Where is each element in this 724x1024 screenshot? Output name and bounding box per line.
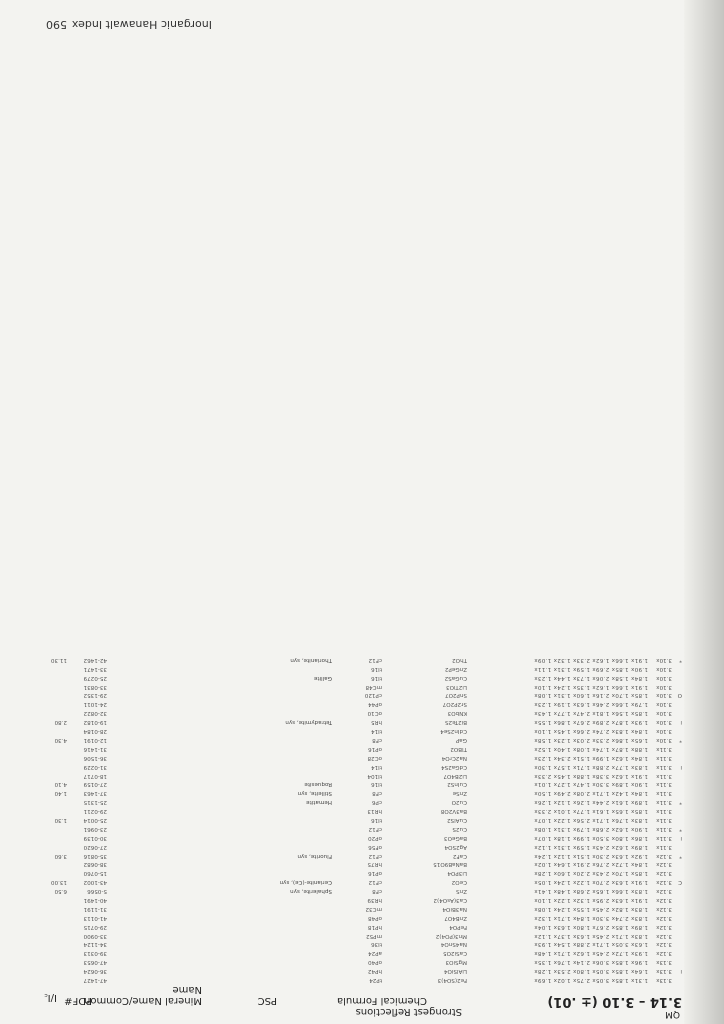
pdf-number-cell: 27-0620	[83, 843, 107, 850]
strongest-reflections-header: Strongest Reflections	[355, 1006, 462, 1017]
chemical-formula-cell: CaF2	[452, 852, 467, 859]
d-spacing-cell: 3.11x	[656, 772, 672, 779]
pdf-number-cell: 24-1011	[83, 701, 107, 708]
table-row	[42, 815, 682, 824]
chemical-formula-cell: CuGaS2	[444, 674, 467, 681]
reflections-cell: 1.85x 1.56x 1.81x 2.47x 1.77x 1.43x	[534, 710, 648, 717]
psc-header: PSC	[257, 995, 277, 1006]
chemical-formula-cell: Mn3(PO4)2	[435, 932, 467, 939]
chemical-formula-cell: Cu2S	[452, 825, 467, 832]
mineral-name-cell: Hematite	[306, 799, 332, 806]
chemical-formula-cell: Li2TiO3	[446, 683, 467, 690]
pdf-number-cell: 37-1463	[83, 790, 107, 797]
mineral-name-cell: Fluorite, syn	[297, 852, 332, 859]
pearson-symbol-cell: tI14	[371, 728, 382, 735]
pearson-symbol-cell: cF12	[368, 852, 382, 859]
table-row	[42, 940, 682, 949]
pearson-symbol-cell: cF8	[372, 736, 382, 743]
table-row	[42, 771, 682, 780]
reflections-cell: 1.89x 1.61x 2.44x 1.26x 1.12x 1.26x	[534, 799, 648, 806]
intensity-ratio-cell: 1.30	[54, 816, 67, 823]
pdf-number-cell: 19-0182	[83, 719, 107, 726]
intensity-ratio-cell: 2.80	[54, 719, 67, 726]
chemical-formula-cell: GaP	[455, 736, 467, 743]
pearson-symbol-cell: mC32	[365, 905, 382, 912]
d-spacing-cell: 3.10x	[656, 665, 672, 672]
d-spacing-cell: 3.11x	[656, 834, 672, 841]
qm-mark-cell: i	[680, 834, 682, 841]
d-spacing-cell: 3.10x	[656, 710, 672, 717]
chemical-formula-cell: Na3BiO4	[442, 905, 467, 912]
reflections-cell: 1.90x 1.62x 2.68x 1.79x 1.31x 1.08x	[534, 825, 648, 832]
table-row	[42, 735, 682, 744]
pearson-symbol-cell: tI16	[371, 665, 382, 672]
pearson-symbol-cell: hP42	[367, 968, 382, 975]
pearson-symbol-cell: tP24	[369, 977, 382, 983]
table-row	[42, 788, 682, 797]
reflections-cell: 1.84x 1.83x 2.74x 2.66x 1.45x 1.10x	[534, 728, 648, 735]
pdf-number-cell: 23-0961	[83, 825, 107, 832]
intensity-ratio-header: I/I꜀	[44, 992, 57, 1003]
d-spacing-cell: 3.11x	[656, 790, 672, 797]
d-spacing-cell: 3.12x	[656, 888, 672, 895]
pdf-number-cell: 33-0900	[83, 932, 107, 939]
reflections-cell: 1.93x 1.72x 2.45x 1.62x 1.71x 1.48x	[534, 950, 648, 957]
chemical-formula-cell: Fe2(SO4)3	[437, 977, 467, 983]
d-spacing-cell: 3.12x	[656, 914, 672, 921]
pdf-number-cell: 36-1506	[83, 754, 107, 761]
pearson-symbol-cell: cF8	[372, 888, 382, 895]
pdf-number-cell: 27-0159	[83, 781, 107, 788]
d-spacing-cell: 3.12x	[656, 932, 672, 939]
chemical-formula-cell: Sr2P2O7	[442, 701, 467, 708]
table-row	[42, 664, 682, 673]
d-spacing-cell: 3.13x	[656, 968, 672, 975]
pdf-number-cell: 28-0184	[83, 728, 107, 735]
pearson-symbol-cell: mC48	[365, 683, 382, 690]
pearson-symbol-cell: oC28	[367, 754, 382, 761]
pearson-symbol-cell: cF12	[368, 656, 382, 663]
d-spacing-cell: 3.12x	[656, 941, 672, 948]
pdf-number-cell: 29-1352	[83, 692, 107, 699]
chemical-formula-cell: Ca3(AsO4)2	[433, 896, 467, 903]
chemical-formula-cell: CdGa2S4	[441, 763, 467, 770]
d-spacing-cell: 3.10x	[656, 656, 672, 663]
chemical-formula-cell: LiAlSiO4	[443, 968, 467, 975]
pearson-symbol-cell: oC10	[367, 710, 382, 717]
intensity-ratio-cell: 11.30	[50, 656, 67, 663]
d-spacing-cell: 3.10x	[656, 692, 672, 699]
pdf-number-cell: 15-0760	[83, 870, 107, 877]
d-spacing-cell: 3.12x	[656, 905, 672, 912]
table-row	[42, 851, 682, 860]
chemical-formula-cell: ZnB4O7	[444, 914, 467, 921]
reflections-cell: 1.63x 3.05x 1.71x 2.88x 1.54x 1.93x	[534, 941, 648, 948]
chemical-formula-cell: Bi2Te2S	[445, 719, 467, 726]
pearson-symbol-cell: tI16	[371, 674, 382, 681]
reflections-cell: 1.92x 1.63x 2.30x 1.51x 1.12x 1.24x	[534, 852, 648, 859]
reflections-cell: 1.31x 1.85x 3.05x 2.75x 1.02x 1.69x	[534, 977, 648, 983]
chemical-formula-cell: MgSiO3	[445, 959, 467, 966]
table-row	[42, 762, 682, 771]
pearson-symbol-cell: hR39	[367, 896, 382, 903]
pdf-number-cell: 43-1002	[83, 879, 107, 886]
pearson-symbol-cell: oF56	[368, 843, 382, 850]
d-spacing-cell: 3.10x	[656, 728, 672, 735]
reflections-cell: 1.89x 1.85x 2.67x 1.80x 1.63x 1.04x	[534, 923, 648, 930]
reflections-cell: 1.65x 1.86x 2.33x 2.03x 1.23x 1.58x	[534, 736, 648, 743]
reflections-cell: 1.91x 1.62x 3.38x 1.88x 1.45x 2.33x	[534, 772, 648, 779]
chemical-formula-cell: Li3PO4	[447, 870, 467, 877]
d-spacing-cell: 3.12x	[656, 879, 672, 886]
pdf-number-cell: 36-0624	[83, 968, 107, 975]
reflections-cell: 1.91x 1.63x 2.70x 1.22x 1.24x 1.05x	[534, 879, 648, 886]
table-row	[42, 904, 682, 913]
pdf-number-cell: 41-0113	[83, 914, 107, 921]
chemical-formula-cell: FePO4	[449, 923, 467, 930]
reflections-cell: 1.83x 1.76x 1.71x 2.56x 1.22x 1.07x	[534, 816, 648, 823]
pearson-symbol-cell: tI16	[371, 816, 382, 823]
reflections-cell: 1.83x 2.74x 3.30x 1.84x 1.71x 1.32x	[534, 914, 648, 921]
table-row	[42, 797, 682, 806]
chemical-formula-cell: SnP2O7	[445, 692, 467, 699]
pdf-number-cell: 33-1471	[83, 665, 107, 672]
d-spacing-cell: 3.12x	[656, 950, 672, 957]
qm-mark-cell: i	[680, 763, 682, 770]
mineral-name-cell: Thorianite, syn	[290, 656, 332, 663]
reflections-cell: 1.84x 1.72x 2.76x 2.91x 1.64x 1.02x	[534, 861, 648, 868]
reflections-cell: 1.84x 1.62x 1.99x 1.51x 2.34x 1.23x	[534, 754, 648, 761]
reflections-cell: 1.91x 1.63x 2.95x 1.32x 1.22x 1.10x	[534, 896, 648, 903]
mineral-name-cell: Roquesite	[304, 781, 332, 788]
pdf-number-cell: 12-0191	[83, 736, 107, 743]
chemical-formula-cell: Cu2O	[451, 799, 467, 806]
chemical-formula-cell: CuInS2	[447, 781, 467, 788]
mineral-name-cell: Tetradymite, syn	[285, 719, 332, 726]
reflections-cell: 1.64x 1.85x 3.05x 1.80x 2.53x 1.28x	[534, 968, 648, 975]
mineral-name-cell: Gallite	[313, 674, 332, 681]
qm-mark-cell: *	[679, 799, 682, 806]
pearson-symbol-cell: tI14	[371, 763, 382, 770]
table-row	[42, 931, 682, 940]
d-spacing-cell: 3.11x	[656, 816, 672, 823]
pearson-symbol-cell: hR13	[367, 808, 382, 815]
table-row	[42, 886, 682, 895]
intensity-ratio-cell: 3.60	[54, 852, 67, 859]
pearson-symbol-cell: hR5	[371, 719, 382, 726]
reflections-cell: 1.91x 1.66x 1.62x 1.35x 1.24x 1.10x	[534, 683, 648, 690]
chemical-formula-header: Chemical Formula	[336, 995, 427, 1006]
qm-label: QM	[665, 1009, 680, 1019]
table-row	[42, 824, 682, 833]
chemical-formula-cell: Na2CrO4	[441, 754, 467, 761]
qm-mark-cell: C	[678, 879, 682, 886]
pdf-number-cell: 31-0229	[83, 763, 107, 770]
pdf-number-cell: 33-0831	[83, 683, 107, 690]
pearson-symbol-cell: tI36	[371, 941, 382, 948]
pdf-number-cell: 25-0014	[83, 816, 107, 823]
pearson-symbol-cell: oP16	[368, 745, 382, 752]
table-row	[42, 682, 682, 691]
reflections-cell: 1.89x 1.62x 2.43x 1.59x 1.31x 1.12x	[534, 843, 648, 850]
pdf-number-cell: 40-1491	[83, 896, 107, 903]
index-title: Inorganic Hanawalt Index	[71, 18, 212, 31]
table-row	[42, 806, 682, 815]
table-row	[42, 708, 682, 717]
pdf-number-cell: 35-0816	[83, 852, 107, 859]
chemical-formula-cell: BaNaB9O15	[433, 861, 467, 868]
page-header	[44, 984, 682, 1019]
table-row	[42, 780, 682, 789]
d-spacing-cell: 3.11x	[656, 843, 672, 850]
reflections-cell: 1.85x 1.70x 2.43x 2.20x 1.60x 1.28x	[534, 870, 648, 877]
reflections-cell: 1.83x 1.66x 1.65x 2.68x 1.48x 1.41x	[534, 888, 648, 895]
table-row	[42, 948, 682, 957]
pearson-symbol-cell: cP120	[364, 692, 382, 699]
qm-mark-cell: i	[680, 719, 682, 726]
pearson-symbol-cell: oP48	[368, 914, 382, 921]
pdf-number-cell: 29-0211	[83, 808, 107, 815]
d-spacing-cell: 3.10x	[656, 683, 672, 690]
reflections-cell: 1.88x 1.87x 1.74x 1.08x 1.40x 1.52x	[534, 745, 648, 752]
table-row	[42, 957, 682, 966]
chemical-formula-cell: ThO2	[452, 656, 467, 663]
pdf-number-cell: 18-0717	[83, 772, 107, 779]
qm-mark-cell: *	[679, 825, 682, 832]
pearson-symbol-cell: cP6	[371, 799, 382, 806]
d-spacing-cell: 3.11x	[656, 781, 672, 788]
d-spacing-cell: 3.10x	[656, 701, 672, 708]
qm-mark-cell: *	[679, 852, 682, 859]
pearson-symbol-cell: cF8	[372, 790, 382, 797]
pearson-symbol-cell: hR75	[367, 861, 382, 868]
pdf-number-cell: 32-0822	[83, 710, 107, 717]
chemical-formula-cell: Ag2SO4	[444, 843, 467, 850]
qm-mark-cell: i	[680, 968, 682, 975]
table-row	[42, 700, 682, 709]
table-row	[42, 868, 682, 877]
mineral-name-cell: Sphalerite, syn	[290, 888, 332, 895]
intensity-ratio-cell: 6.50	[54, 888, 67, 895]
d-spacing-cell: 3.12x	[656, 896, 672, 903]
chemical-formula-cell: ZnGeP2	[444, 665, 467, 672]
d-spacing-cell: 3.11x	[656, 808, 672, 815]
table-row	[42, 895, 682, 904]
d-spacing-cell: 3.11x	[656, 763, 672, 770]
reflections-cell: 1.84x 1.58x 2.06x 1.73x 1.44x 1.23x	[534, 674, 648, 681]
table-row	[42, 860, 682, 869]
d-spacing-cell: 3.10x	[656, 736, 672, 743]
chemical-formula-cell: Ba3V2O8	[440, 808, 467, 815]
reflections-cell: 1.79x 1.66x 2.46x 1.63x 1.19x 1.23x	[534, 701, 648, 708]
pearson-symbol-cell: cF12	[368, 825, 382, 832]
chemical-formula-cell: Li2B4O7	[443, 772, 467, 779]
table-row	[42, 655, 682, 664]
chemical-formula-cell: CaSi2O5	[443, 950, 467, 957]
reflections-cell: 1.90x 1.89x 3.30x 1.47x 1.27x 1.01x	[534, 781, 648, 788]
page-footer	[42, 11, 682, 31]
chemical-formula-cell: CuAlS2	[447, 816, 467, 823]
table-row	[42, 691, 682, 700]
pdf-number-cell: 47-1427	[83, 977, 107, 983]
d-spacing-cell: 3.13x	[656, 959, 672, 966]
pearson-symbol-cell: hP18	[367, 923, 382, 930]
chemical-formula-cell: KNbO3	[447, 710, 467, 717]
table-row	[42, 966, 682, 975]
pearson-symbol-cell: oP20	[368, 834, 382, 841]
reflections-cell: 1.85x 1.70x 2.16x 1.60x 1.31x 1.08x	[534, 692, 648, 699]
chemical-formula-cell: BaGeO3	[443, 834, 467, 841]
pearson-symbol-cell: tI16	[371, 781, 382, 788]
pearson-symbol-cell: oP40	[368, 959, 382, 966]
table-row	[42, 744, 682, 753]
reflections-cell: 1.93x 1.87x 2.89x 2.67x 1.86x 1.55x	[534, 719, 648, 726]
table-row	[42, 913, 682, 922]
reflections-cell: 1.86x 1.80x 3.50x 1.99x 1.18x 1.07x	[534, 834, 648, 841]
reflections-cell: 1.83x 1.77x 2.88x 1.71x 1.57x 1.30x	[534, 763, 648, 770]
table-row	[42, 717, 682, 726]
reflections-cell: 1.83x 1.82x 2.45x 1.55x 1.24x 1.08x	[534, 905, 648, 912]
table-row	[42, 833, 682, 842]
pdf-number-cell: 42-1462	[83, 656, 107, 663]
pearson-symbol-cell: aP24	[368, 950, 382, 957]
pdf-number-cell: 29-0715	[83, 923, 107, 930]
pearson-symbol-cell: oP44	[368, 701, 382, 708]
pdf-number-cell: 31-1416	[83, 745, 107, 752]
pearson-symbol-cell: mP52	[366, 932, 382, 939]
chemical-formula-cell: ZnSe	[452, 790, 467, 797]
reflections-cell: 1.85x 1.65x 1.61x 1.77x 1.01x 2.33x	[534, 808, 648, 815]
d-spacing-cell: 3.12x	[656, 852, 672, 859]
table-row	[42, 726, 682, 735]
pdf-number-cell: 34-1124	[83, 941, 107, 948]
page-number: 590	[46, 18, 67, 31]
reflections-cell: 1.83x 1.71x 2.45x 1.63x 1.37x 1.12x	[534, 932, 648, 939]
pearson-symbol-cell: oP16	[368, 870, 382, 877]
intensity-ratio-cell: 4.10	[54, 781, 67, 788]
qm-mark-cell: *	[679, 656, 682, 663]
table-row	[42, 673, 682, 682]
table-row	[42, 975, 682, 984]
mineral-name-cell: Stilleite, syn	[297, 790, 332, 797]
chemical-formula-cell: CeO2	[451, 879, 467, 886]
d-spacing-cell: 3.12x	[656, 870, 672, 877]
chemical-formula-cell: CdIn2Se4	[440, 728, 467, 735]
mineral-name-cell: Cerianite-(Ce), syn	[279, 879, 332, 886]
pdf-number-cell: 39-0313	[83, 950, 107, 957]
pearson-symbol-cell: cF12	[368, 879, 382, 886]
d-spacing-cell: 3.10x	[656, 719, 672, 726]
intensity-ratio-cell: 4.30	[54, 736, 67, 743]
pearson-symbol-cell: tI104	[367, 772, 382, 779]
d-spacing-cell: 3.13x	[656, 977, 672, 983]
pdf-number-cell: 25-1315	[83, 799, 107, 806]
pdf-number-cell: 38-0682	[83, 861, 107, 868]
table-row	[42, 842, 682, 851]
reflections-cell: 1.90x 1.85x 2.69x 1.59x 1.31x 1.11x	[534, 665, 648, 672]
qm-mark-cell: O	[677, 692, 682, 699]
intensity-ratio-cell: 13.00	[50, 879, 67, 886]
d-spacing-cell: 3.11x	[656, 745, 672, 752]
pdf-number-cell: 5-0566	[87, 888, 107, 895]
d-spacing-range: 3.14 – 3.10 (± .01)	[547, 994, 682, 1009]
index-table	[42, 655, 682, 984]
intensity-ratio-cell: 1.40	[54, 790, 67, 797]
reflections-cell: 1.96x 1.85x 3.06x 2.14x 1.76x 1.35x	[534, 959, 648, 966]
table-row	[42, 877, 682, 886]
d-spacing-cell: 3.12x	[656, 861, 672, 868]
chemical-formula-cell: ZnS	[456, 888, 467, 895]
d-spacing-cell: 3.12x	[656, 923, 672, 930]
pdf-number-header: PDF#	[64, 995, 92, 1006]
mineral-name-header: Mineral Name/Common Name	[83, 984, 202, 1006]
table-row	[42, 753, 682, 762]
d-spacing-cell: 3.11x	[656, 754, 672, 761]
pdf-number-cell: 47-0653	[83, 959, 107, 966]
d-spacing-cell: 3.11x	[656, 799, 672, 806]
reflections-cell: 1.84x 1.42x 1.71x 2.08x 2.49x 1.50x	[534, 790, 648, 797]
qm-mark-cell: *	[679, 736, 682, 743]
d-spacing-cell: 3.11x	[656, 825, 672, 832]
chemical-formula-cell: TlBO2	[450, 745, 467, 752]
table-row	[42, 922, 682, 931]
pdf-number-cell: 30-0139	[83, 834, 107, 841]
reflections-cell: 1.91x 1.66x 1.62x 2.33x 1.32x 1.09x	[534, 656, 648, 663]
d-spacing-cell: 3.10x	[656, 674, 672, 681]
chemical-formula-cell: Na4SnO4	[440, 941, 467, 948]
pdf-number-cell: 31-1191	[83, 905, 107, 912]
pdf-number-cell: 25-0279	[83, 674, 107, 681]
